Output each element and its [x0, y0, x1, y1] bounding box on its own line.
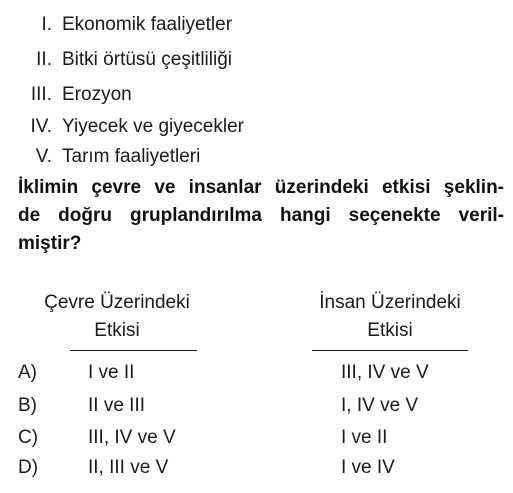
statement-numeral: II. [36, 49, 52, 70]
question-line-3: miştir? [18, 233, 82, 254]
option-people-value: I ve II [341, 427, 388, 448]
option-environment-value: II, III ve V [88, 457, 169, 478]
column-header-environment [32, 289, 202, 345]
statement-text: Ekonomik faaliyetler [62, 14, 233, 35]
statement-item-2 [36, 49, 232, 71]
column-header-line: Etkisi [94, 320, 140, 341]
column-header-line: İnsan Üzerindeki [319, 292, 461, 313]
statement-text: Yiyecek ve giyecekler [62, 116, 244, 137]
statement-numeral: IV. [30, 116, 52, 137]
column-header-line: Etkisi [367, 320, 413, 341]
column-header-people [300, 289, 480, 345]
option-environment-value: II ve III [88, 395, 146, 416]
question-line-2: de doğru gruplandırılma hangi seçenekte veril- [18, 205, 504, 226]
question-stem [18, 174, 504, 258]
column-header-line: Çevre Üzerindeki [44, 292, 190, 313]
statement-text: Tarım faaliyetleri [62, 146, 201, 167]
option-environment-value: III, IV ve V [88, 427, 176, 448]
option-letter: C) [18, 427, 39, 448]
statement-numeral: I. [41, 14, 52, 35]
option-people-value: I, IV ve V [341, 395, 419, 416]
column-underline-right [312, 350, 468, 351]
option-letter: B) [18, 395, 37, 416]
option-people-value: III, IV ve V [341, 362, 429, 383]
column-underline-left [70, 350, 197, 351]
option-people-value: I ve IV [341, 457, 395, 478]
statement-numeral: V. [35, 146, 52, 167]
option-environment-value: I ve II [88, 362, 135, 383]
question-line-1: İklimin çevre ve insanlar üzerindeki etkisi şeklin- [18, 177, 504, 198]
statement-text: Erozyon [62, 84, 132, 105]
statement-numeral: III. [30, 84, 52, 105]
statement-text: Bitki örtüsü çeşitliliği [62, 49, 232, 70]
statement-item-1 [41, 14, 233, 36]
option-letter: A) [18, 362, 37, 383]
statement-item-3 [30, 84, 132, 106]
statement-item-5 [35, 146, 201, 168]
statement-item-4 [30, 116, 244, 138]
option-letter: D) [18, 457, 39, 478]
